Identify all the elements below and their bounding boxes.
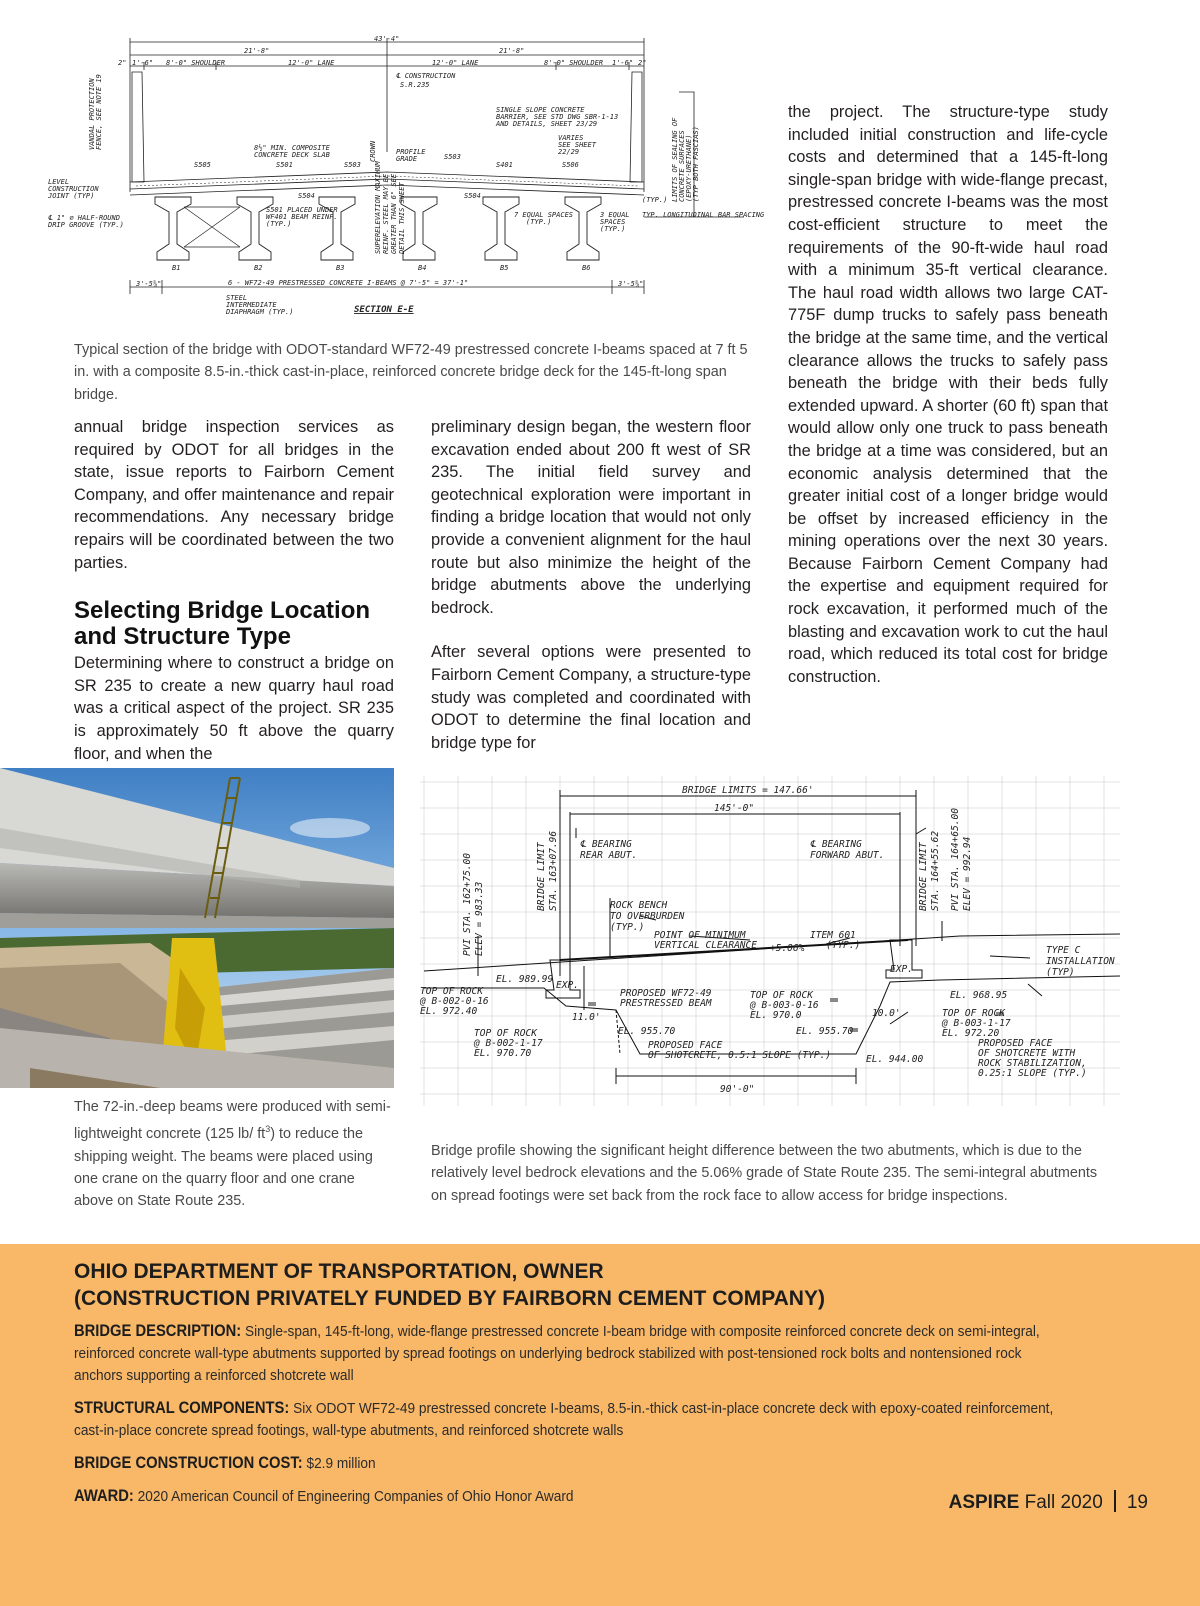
superelevation-note: SUPERELEVATION MAXIMUMREINF. STEEL MAY BEGREATER THAN 6" SEEDETAIL THIS SHEET <box>374 161 406 254</box>
top-of-rock-3b: @ B-003-1-17 <box>942 1018 1011 1029</box>
s501-placed-note: S501 PLACED UNDER WF401 BEAM REINF. (TYP.) <box>266 206 338 228</box>
top-of-rock-2c: EL. 970.0 <box>750 1010 802 1021</box>
point-min-1: POINT OF MINIMUM <box>654 930 746 941</box>
b2-label: B2 <box>254 264 263 272</box>
pvi-right-station: PVI STA. 164+65.00 <box>950 808 961 911</box>
info-bridge-description <box>74 1320 1074 1387</box>
column-3 <box>788 101 1108 688</box>
el-955-right: EL. 955.70 <box>796 1026 854 1037</box>
crown-label: CROWN <box>369 140 377 162</box>
bearing-forward-2: FORWARD ABUT. <box>810 850 885 861</box>
limits-sealing-note: LIMITS OF SEALING OFCONCRETE SURFACES(EPOXY-URETHANE)(TYP BOTH FASCIAS) <box>671 117 700 202</box>
bearing-rear-1: ℄ BEARING <box>580 839 632 850</box>
pvi-right-elev: ELEV = 992.94 <box>962 836 973 911</box>
info-award <box>74 1485 1074 1508</box>
shotcrete-face-r-1: PROPOSED FACE <box>978 1038 1053 1049</box>
bridge-section-drawing <box>44 32 774 322</box>
level-joint-note: LEVEL CONSTRUCTION JOINT (TYP) <box>48 178 99 200</box>
i-beam <box>155 197 191 260</box>
item-601-1: ITEM 601 <box>810 930 856 941</box>
info-text: Six ODOT WF72-49 prestressed concrete I-beams, 8.5-in.-thick cast-in-place concrete deck with epoxy-coated reinforcement, cast-in-place concrete spread footings, wall-type abutments, and reinforced shotcrete walls <box>74 1400 1054 1439</box>
bridge-limit-right-sta: STA. 164+55.62 <box>930 830 941 911</box>
sr235-label: S.R.235 <box>400 81 430 89</box>
span-dim: 145'-0" <box>714 803 755 814</box>
section-heading-line-1: Selecting Bridge Location <box>74 597 371 625</box>
rock-bench-1: ROCK BENCH <box>610 900 668 911</box>
project-owner-line-1: OHIO DEPARTMENT OF TRANSPORTATION, OWNER <box>74 1260 604 1283</box>
section-heading-line-2: and Structure Type <box>74 623 291 651</box>
pvi-left-station: PVI STA. 162+75.00 <box>462 853 473 956</box>
project-info-box <box>0 1244 1200 1606</box>
b1-label: B1 <box>172 264 181 272</box>
top-of-rock-1b: @ B-002-0-16 <box>420 996 489 1007</box>
dim-half-right: 21'-8" <box>499 47 525 55</box>
equal-spaces-3: 3 EQUAL SPACES (TYP.) <box>600 211 630 233</box>
varies-note: VARIES SEE SHEET 22/29 <box>558 134 596 156</box>
rock-bench-2: TO OVERBURDEN <box>610 911 685 922</box>
project-info-content <box>74 1258 1134 1508</box>
top-of-rock-2a: TOP OF ROCK <box>750 990 813 1001</box>
section-heading <box>74 598 394 650</box>
proposed-beam-1: PROPOSED WF72-49 <box>620 988 712 999</box>
exp-left: EXP. <box>556 980 579 991</box>
info-structural-components <box>74 1397 1074 1442</box>
info-label: AWARD: <box>74 1487 134 1505</box>
bridge-limit-left-sta: STA. 163+07.96 <box>548 830 559 911</box>
shotcrete-face-1: PROPOSED FACE <box>648 1040 723 1051</box>
typ-label: (TYP.) <box>642 196 668 204</box>
section-caption: Typical section of the bridge with ODOT-standard WF72-49 prestressed concrete I-beams spaced at 7 ft 5 in. with a composite 8.5-in.-thick cast-in-place, reinforced concrete bridge deck for the 145-ft-long span bridge. <box>74 342 748 403</box>
item-601-2: (TYP.) <box>826 940 861 951</box>
barrier-note: SINGLE SLOPE CONCRETE BARRIER, SEE STD DWG SBR-1-13 AND DETAILS, SHEET 23/29 <box>496 106 619 128</box>
bridge-limit-left: BRIDGE LIMIT <box>536 842 547 911</box>
top-of-rock-1a: TOP OF ROCK <box>420 986 483 997</box>
info-construction-cost <box>74 1452 1074 1475</box>
photo-caption-part-2: ) to reduce the shipping weight. The beams were placed using one crane on the quarry floor and one crane above on State Route 235. <box>74 1126 373 1210</box>
dim-half-left: 21'-8" <box>244 47 270 55</box>
beam-placement-photo <box>0 768 394 1088</box>
dim-bottom-left: 3'-5⅝" <box>136 280 162 288</box>
dim-bottom-right: 3'-5⅝" <box>618 280 644 288</box>
s503-label: S503 <box>344 161 361 169</box>
rock-bench-3: (TYP.) <box>610 922 645 933</box>
page-number: 19 <box>1126 1492 1148 1513</box>
info-text: $2.9 million <box>306 1455 376 1472</box>
i-beam <box>565 197 601 260</box>
steel-diaphragm-note: STEEL INTERMEDIATE DIAPHRAGM (TYP.) <box>226 294 294 316</box>
info-label: BRIDGE DESCRIPTION: <box>74 1322 242 1340</box>
dim-shoulder-left: 8'-0" SHOULDER <box>166 59 226 67</box>
shotcrete-face-r-3: ROCK STABILIZATION, <box>978 1058 1087 1069</box>
drip-groove-note: ℄ 1" ⌀ HALF-ROUND DRIP GROOVE (TYP.) <box>48 214 124 229</box>
dim-lane-right: 12'-0" LANE <box>432 59 479 67</box>
dim-shoulder-right: 8'-0" SHOULDER <box>544 59 604 67</box>
el-989: EL. 989.99 <box>496 974 554 985</box>
col2-paragraph-2: After several options were presented to Fairborn Cement Company, a structure-type study was completed and coordinated with ODOT to determine the final location and bridge type for <box>431 643 751 752</box>
s506-label: S506 <box>562 161 579 169</box>
col2-paragraph-1: preliminary design began, the western floor excavation ended about 200 ft west of SR 235. The initial field survey and geotechnical exploration were important in finding a bridge location that would not only provide a convenient alignment for the haul route but also minimize the height of the bridge abutments above the underlying bedrock. <box>431 418 751 617</box>
info-label: BRIDGE CONSTRUCTION COST: <box>74 1454 303 1472</box>
type-c-3: (TYP) <box>1046 967 1075 978</box>
beam-spacing-dim: 6 - WF72-49 PRESTRESSED CONCRETE I-BEAMS @ 7'-5" = 37'-1" <box>228 279 469 287</box>
b4-label: B4 <box>418 264 427 272</box>
top-of-rock-3c: EL. 972.20 <box>942 1028 1000 1039</box>
top-of-rock-4b: @ B-002-1-17 <box>474 1038 543 1049</box>
min-composite-note: 8½" MIN. COMPOSITE CONCRETE DECK SLAB <box>254 144 330 159</box>
col1-paragraph-2: Determining where to construct a bridge on SR 235 to create a new quarry haul road was a critical aspect of the project. SR 235 is approximately 50 ft above the quarry floor, and when the <box>74 654 394 763</box>
pvi-left-elev: ELEV = 983.33 <box>474 881 485 956</box>
b5-label: B5 <box>500 264 509 272</box>
bearing-rear-2: REAR ABUT. <box>580 850 638 861</box>
grade-label: +5.06% <box>770 943 805 954</box>
top-of-rock-2b: @ B-003-0-16 <box>750 1000 819 1011</box>
bridge-profile-drawing <box>420 776 1120 1112</box>
shotcrete-face-r-2: OF SHOTCRETE WITH <box>978 1048 1076 1059</box>
profile-caption: Bridge profile showing the significant height difference between the two abutments, which is due to the relatively level bedrock elevations and the 5.06% grade of State Route 235. The semi-integral abutments on spread footings were set back from the rock face to allow access for bridge inspections. <box>431 1143 1098 1204</box>
col1-paragraph-1: annual bridge inspection services as required by ODOT for all bridges in the state, issue reports to Fairborn Cement Company, and offer maintenance and repair recommendations. Any necessary bridge repairs will be coordinated between the two parties. <box>74 418 394 572</box>
footer-divider <box>1114 1490 1116 1512</box>
el-968: EL. 968.95 <box>950 990 1008 1001</box>
el-955-left: EL. 955.70 <box>618 1026 676 1037</box>
profile-grade: PROFILE GRADE <box>396 148 426 163</box>
column-1 <box>74 416 394 765</box>
photo-caption-part-1: The 72-in.-deep beams were produced with semi-lightweight concrete (125 lb/ <box>74 1099 391 1143</box>
info-text: Single-span, 145-ft-long, wide-flange prestressed concrete I-beam bridge with composite reinforced concrete deck on semi-integral, reinforced concrete wall-type abutments supported by spread footings on underlying bedrock stabilized with post-tensioned rock bolts and nontensioned rock anchors supporting a reinforced shotcrete wall <box>74 1323 1040 1384</box>
s504-label: S504 <box>298 192 315 200</box>
photo-caption <box>74 1096 394 1213</box>
info-label: STRUCTURAL COMPONENTS: <box>74 1399 290 1417</box>
i-beam <box>483 197 519 260</box>
col3-paragraph-1: the project. The structure-type study included initial construction and life-cycle costs and determined that a 145-ft-long single-span bridge with wide-flange precast, prestressed concrete I-beams was the most cost-efficient structure to meet the requirements of the 90-ft-wide haul road with a minimum 35-ft vertical clearance. The haul road width allows two large CAT-775F dump trucks to safely pass beneath the bridge at the same time, and the vertical clearance allows the trucks to safely pass beneath the bridge with their beds fully extended upward. A shorter (60 ft) span that would allow only one truck to pass beneath the bridge at a time was considered, but an economic analysis determined that the greater initial cost of a longer bridge would be offset by increased efficiency in the mining operations over the next 30 years. Because Fairborn Cement Company had the expertise and equipment required for rock excavation, it performed much of the blasting and excavation work to cut the haul road, which reduced its total cost for bridge construction. <box>788 103 1108 686</box>
photo-caption-ft: ft <box>257 1126 266 1143</box>
dim-10: 10.0' <box>872 1008 901 1019</box>
el-944: EL. 944.00 <box>866 1054 924 1065</box>
type-c-1: TYPE C <box>1046 945 1081 956</box>
shotcrete-face-r-4: 0.25:1 SLOPE (TYP.) <box>978 1068 1087 1079</box>
construction-centerline: ℄ CONSTRUCTION <box>396 72 456 80</box>
dim-lane-left: 12'-0" LANE <box>288 59 335 67</box>
issue-label: Fall 2020 <box>1024 1492 1103 1513</box>
bridge-limit-right: BRIDGE LIMIT <box>918 842 929 911</box>
bridge-limits-dim: BRIDGE LIMITS = 147.66' <box>682 785 814 796</box>
section-title: SECTION E-E <box>354 305 414 315</box>
s505-label: S505 <box>194 161 211 169</box>
shotcrete-face-2: OF SHOTCRETE, 0.5:1 SLOPE (TYP.) <box>648 1050 832 1061</box>
vandal-fence-note: VANDAL PROTECTIONFENCE, SEE NOTE 19 <box>88 74 103 150</box>
point-min-2: VERTICAL CLEARANCE <box>654 940 757 951</box>
bearing-forward-1: ℄ BEARING <box>810 839 862 850</box>
column-2 <box>431 416 751 754</box>
proposed-beam-2: PRESTRESSED BEAM <box>620 998 712 1009</box>
s504-label-2: S504 <box>464 192 481 200</box>
dim-parapet-2b: 2" <box>638 59 647 67</box>
top-of-rock-4a: TOP OF ROCK <box>474 1028 537 1039</box>
project-owner-line-2: (CONSTRUCTION PRIVATELY FUNDED BY FAIRBORN CEMENT COMPANY) <box>74 1287 825 1310</box>
dim-parapet-16a: 1'-6" <box>132 59 154 67</box>
dim-11: 11.0' <box>572 1012 601 1023</box>
exp-right: EXP. <box>890 964 913 975</box>
page-footer <box>949 1490 1148 1514</box>
b6-label: B6 <box>582 264 591 272</box>
dim-90: 90'-0" <box>720 1084 755 1095</box>
magazine-name: ASPIRE <box>948 1492 1020 1513</box>
equal-spaces-7: 7 EQUAL SPACES (TYP.) <box>514 211 574 226</box>
top-of-rock-1c: EL. 972.40 <box>420 1006 478 1017</box>
dim-total: 43'-4" <box>374 35 400 43</box>
i-beam <box>401 197 437 260</box>
s503-label-2: S503 <box>444 153 461 161</box>
top-of-rock-3a: TOP OF ROCK <box>942 1008 1005 1019</box>
type-c-2: INSTALLATION <box>1046 956 1115 967</box>
info-text: 2020 American Council of Engineering Companies of Ohio Honor Award <box>137 1488 574 1505</box>
long-bar-note: TYP. LONGITUDINAL BAR SPACING <box>642 211 765 219</box>
dim-parapet-16b: 1'-6" <box>612 59 634 67</box>
project-owner-title <box>74 1258 1134 1312</box>
photo-caption-superscript: 3 <box>265 1124 271 1135</box>
top-of-rock-4c: EL. 970.70 <box>474 1048 532 1059</box>
b3-label: B3 <box>336 264 345 272</box>
dim-parapet-2a: 2" <box>118 59 127 67</box>
s401-label: S401 <box>496 161 513 169</box>
s501-label: S501 <box>276 161 293 169</box>
